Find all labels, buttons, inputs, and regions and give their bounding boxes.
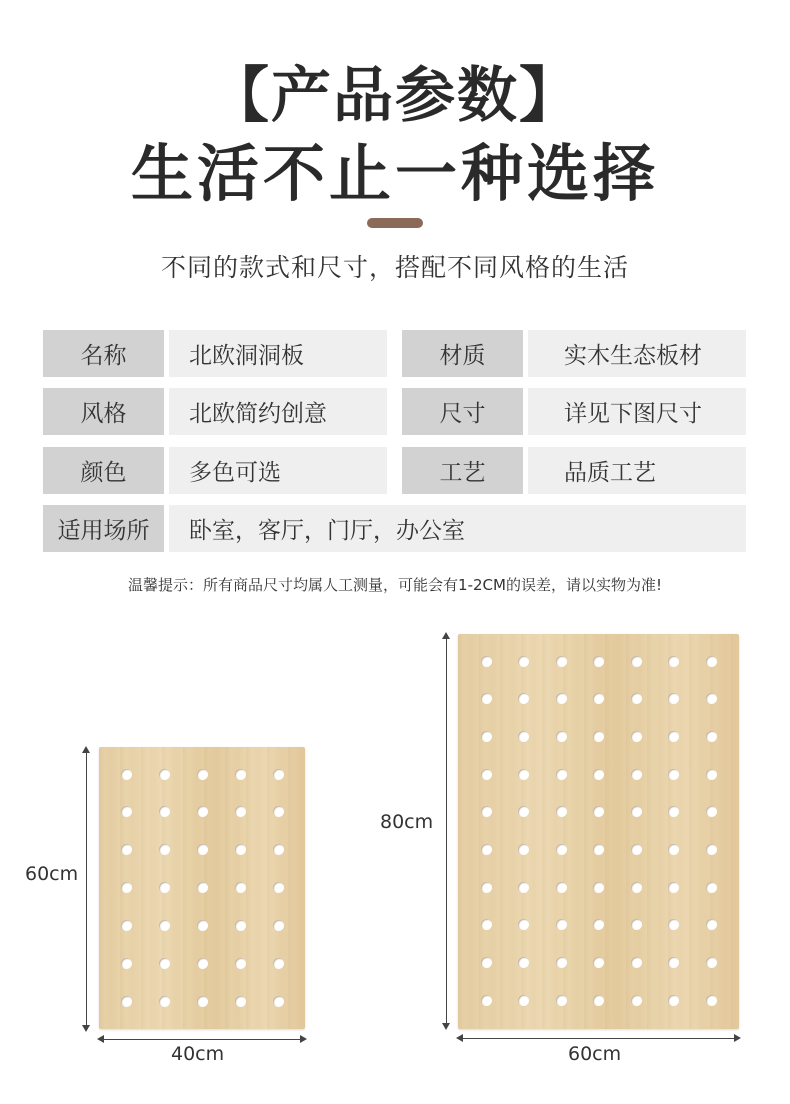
small-pegboard: [99, 747, 305, 1029]
peg-hole: [668, 656, 679, 667]
peg-hole: [518, 806, 529, 817]
peg-hole: [668, 693, 679, 704]
param-label-color: 颜色: [43, 447, 164, 494]
peg-hole: [121, 882, 132, 893]
peg-hole: [593, 806, 604, 817]
small-height-label: 60cm: [25, 863, 79, 885]
peg-hole: [197, 882, 208, 893]
peg-hole: [668, 957, 679, 968]
peg-hole: [273, 769, 284, 780]
peg-hole: [481, 919, 492, 930]
peg-hole: [556, 957, 567, 968]
peg-hole: [631, 806, 642, 817]
peg-hole: [518, 844, 529, 855]
peg-hole: [159, 806, 170, 817]
peg-hole: [235, 806, 246, 817]
peg-hole: [593, 844, 604, 855]
peg-hole: [631, 693, 642, 704]
peg-hole: [235, 882, 246, 893]
arrow-right-icon: [300, 1035, 307, 1043]
param-value-material: 实木生态板材: [528, 330, 746, 377]
peg-hole: [556, 919, 567, 930]
peg-hole: [556, 693, 567, 704]
peg-hole: [593, 656, 604, 667]
peg-hole: [197, 769, 208, 780]
param-value-name: 北欧洞洞板: [169, 330, 387, 377]
peg-hole: [706, 693, 717, 704]
peg-hole: [159, 920, 170, 931]
peg-hole: [668, 731, 679, 742]
param-label-name: 名称: [43, 330, 164, 377]
param-value-usage: 卧室，客厅，门厅，办公室: [169, 505, 746, 552]
peg-hole: [593, 957, 604, 968]
large-width-dimension-line: [458, 1038, 739, 1039]
param-label-size: 尺寸: [402, 388, 523, 435]
peg-hole: [518, 957, 529, 968]
peg-hole: [273, 844, 284, 855]
peg-hole: [556, 844, 567, 855]
arrow-left-icon: [456, 1034, 463, 1042]
peg-hole: [706, 995, 717, 1006]
peg-hole: [481, 806, 492, 817]
peg-hole: [121, 958, 132, 969]
peg-hole: [631, 919, 642, 930]
peg-hole: [556, 731, 567, 742]
peg-hole: [159, 844, 170, 855]
peg-hole: [593, 731, 604, 742]
small-height-dimension-line: [86, 748, 87, 1028]
peg-hole: [197, 806, 208, 817]
peg-hole: [706, 806, 717, 817]
peg-hole: [159, 996, 170, 1007]
peg-hole: [235, 996, 246, 1007]
peg-hole: [159, 958, 170, 969]
peg-hole: [631, 656, 642, 667]
peg-hole: [235, 769, 246, 780]
peg-hole: [631, 995, 642, 1006]
peg-hole: [481, 844, 492, 855]
peg-hole: [235, 920, 246, 931]
peg-hole: [518, 656, 529, 667]
peg-hole: [556, 882, 567, 893]
peg-hole: [481, 882, 492, 893]
small-width-dimension-line: [99, 1039, 305, 1040]
peg-hole: [159, 769, 170, 780]
peg-hole: [197, 996, 208, 1007]
peg-hole: [121, 996, 132, 1007]
peg-hole: [668, 769, 679, 780]
peg-hole: [121, 806, 132, 817]
peg-hole: [706, 731, 717, 742]
peg-hole: [631, 769, 642, 780]
peg-hole: [518, 995, 529, 1006]
peg-hole: [706, 769, 717, 780]
param-value-craft: 品质工艺: [528, 447, 746, 494]
peg-hole: [631, 882, 642, 893]
peg-hole: [518, 919, 529, 930]
peg-hole: [273, 920, 284, 931]
peg-hole: [518, 731, 529, 742]
page-subtitle: 不同的款式和尺寸，搭配不同风格的生活: [160, 253, 629, 282]
arrow-up-icon: [442, 632, 450, 639]
peg-hole: [706, 656, 717, 667]
peg-hole: [273, 806, 284, 817]
peg-hole: [668, 995, 679, 1006]
peg-hole: [121, 769, 132, 780]
param-label-craft: 工艺: [402, 447, 523, 494]
peg-hole: [706, 919, 717, 930]
title-divider: [367, 218, 423, 228]
page-title: 【产品参数】: [209, 61, 581, 131]
peg-hole: [518, 882, 529, 893]
peg-hole: [556, 656, 567, 667]
peg-hole: [273, 882, 284, 893]
arrow-down-icon: [82, 1025, 90, 1032]
peg-hole: [668, 919, 679, 930]
peg-hole: [593, 882, 604, 893]
peg-hole: [556, 995, 567, 1006]
param-value-color: 多色可选: [169, 447, 387, 494]
measurement-note: 温馨提示：所有商品尺寸均属人工测量，可能会有1-2CM的误差，请以实物为准!: [128, 576, 662, 594]
peg-hole: [706, 844, 717, 855]
peg-hole: [197, 958, 208, 969]
arrow-up-icon: [82, 746, 90, 753]
peg-hole: [481, 995, 492, 1006]
peg-hole: [235, 844, 246, 855]
peg-hole: [631, 844, 642, 855]
peg-hole: [481, 693, 492, 704]
large-height-dimension-line: [446, 634, 447, 1027]
peg-hole: [235, 958, 246, 969]
large-pegboard: [458, 634, 739, 1029]
param-value-style: 北欧简约创意: [169, 388, 387, 435]
peg-hole: [518, 693, 529, 704]
peg-hole: [631, 731, 642, 742]
page-headline: 生活不止一种选择: [130, 137, 659, 210]
peg-hole: [159, 882, 170, 893]
arrow-left-icon: [97, 1035, 104, 1043]
peg-hole: [668, 844, 679, 855]
peg-hole: [121, 844, 132, 855]
peg-hole: [556, 769, 567, 780]
peg-hole: [273, 996, 284, 1007]
peg-hole: [518, 769, 529, 780]
param-value-size: 详见下图尺寸: [528, 388, 746, 435]
peg-hole: [593, 693, 604, 704]
peg-hole: [706, 957, 717, 968]
small-width-label: 40cm: [171, 1043, 225, 1065]
param-label-usage: 适用场所: [43, 505, 164, 552]
peg-hole: [593, 919, 604, 930]
peg-hole: [706, 882, 717, 893]
peg-hole: [668, 882, 679, 893]
large-width-label: 60cm: [568, 1043, 622, 1065]
peg-hole: [593, 769, 604, 780]
arrow-right-icon: [734, 1034, 741, 1042]
peg-hole: [481, 731, 492, 742]
peg-hole: [481, 769, 492, 780]
peg-hole: [668, 806, 679, 817]
peg-hole: [273, 958, 284, 969]
peg-hole: [593, 995, 604, 1006]
param-label-style: 风格: [43, 388, 164, 435]
peg-hole: [121, 920, 132, 931]
peg-hole: [556, 806, 567, 817]
peg-hole: [481, 656, 492, 667]
peg-hole: [481, 957, 492, 968]
peg-hole: [197, 920, 208, 931]
peg-hole: [631, 957, 642, 968]
large-height-label: 80cm: [380, 811, 434, 833]
peg-hole: [197, 844, 208, 855]
param-label-material: 材质: [402, 330, 523, 377]
arrow-down-icon: [442, 1023, 450, 1030]
